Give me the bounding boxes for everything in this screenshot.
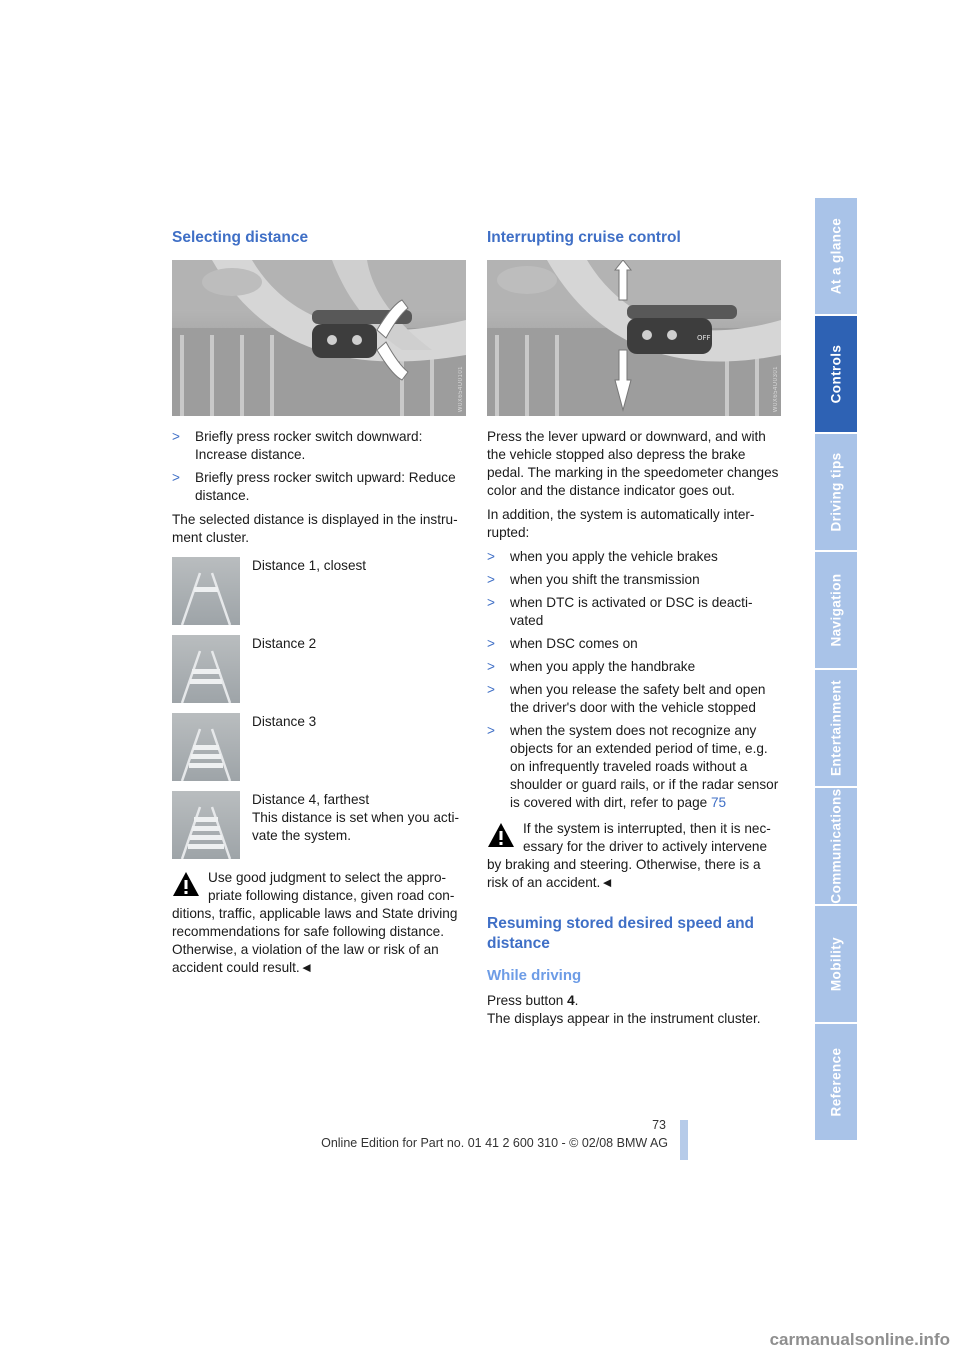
distance-3-thumbnail [172,713,240,781]
tab-label: At a glance [828,217,844,295]
rocker-bullet-list [172,428,466,505]
distance-item-2 [172,635,466,703]
distance-warning-text: Use good judgment to select the appro-priate following distance, given road con-ditions, traffic, applicable laws and State driving recommendations for safe following distance. Otherwise, a violation of the law or risk of an accident could result.◄ [172,870,458,975]
list-item [172,428,466,464]
tab-at-a-glance[interactable] [815,198,857,316]
button-number: 4 [567,993,575,1008]
distance-item-1 [172,557,466,625]
list-item-text: when DSC comes on [510,636,638,651]
tab-label: Entertainment [828,680,844,776]
tab-label: Driving tips [828,452,844,532]
distance-item-3 [172,713,466,781]
list-item-text: when you shift the transmission [510,572,700,587]
tab-label: Mobility [828,936,844,992]
bullet-marker: > [487,682,495,697]
interrupt-warning [487,820,781,892]
distance-2-label: Distance 2 [252,636,317,651]
list-item-text: when you release the safety belt and open the driver's door with the vehicle stopped [510,682,766,715]
interrupt-bullet-list [487,548,781,812]
interrupt-para-2: In addition, the system is automatically inter-rupted: [487,507,755,540]
chapter-tabs [815,198,857,1142]
tab-mobility[interactable] [815,906,857,1024]
list-item-text: when you apply the handbrake [510,659,696,674]
resume-period: . [574,993,579,1008]
list-item-text: when DTC is activated or DSC is deacti-vated [510,595,753,628]
tab-communications[interactable] [815,788,857,906]
bullet-marker: > [487,636,495,651]
distance-2-thumbnail [172,635,240,703]
list-item-text: Briefly press rocker switch downward: Increase distance. [195,429,423,462]
bullet-marker: > [487,549,495,564]
tab-entertainment[interactable] [815,670,857,788]
watermark: carmanualsonline.info [769,1330,950,1349]
distance-item-4 [172,791,466,859]
list-item-text: Briefly press rocker switch upward: Reduce distance. [195,470,456,503]
tab-label: Reference [828,1047,844,1117]
resume-line-2: The displays appear in the instrument cluster. [487,1011,761,1026]
distance-4-label: Distance 4, farthest [252,792,370,807]
footer-bar [680,1120,688,1160]
list-item [487,548,781,566]
resuming-heading: Resuming stored desired speed and distance [487,915,755,952]
distance-4-thumbnail [172,791,240,859]
tab-label: Controls [828,344,844,404]
list-item [487,681,781,717]
rocker-switch-photo [172,260,466,416]
lever-photo [487,260,781,416]
svg-text:OFF: OFF [697,334,711,342]
tab-label: Communications [828,788,844,904]
bullet-marker: > [487,572,495,587]
distance-1-label: Distance 1, closest [252,558,367,573]
distance-1-thumbnail [172,557,240,625]
distance-intro: The selected distance is displayed in the instru-ment cluster. [172,512,458,545]
bullet-marker: > [487,723,495,738]
tab-reference[interactable] [815,1024,857,1142]
bullet-marker: > [487,595,495,610]
list-item [172,469,466,505]
list-item [487,594,781,630]
tab-navigation[interactable] [815,552,857,670]
bullet-marker: > [172,470,180,485]
tab-label: Navigation [828,573,844,647]
interrupting-cruise-heading: Interrupting cruise control [487,229,681,246]
bullet-marker: > [487,659,495,674]
interrupt-warning-text: If the system is interrupted, then it is nec-essary for the driver to actively intervene by braking and steering. Otherwise, there is a risk of an accident.◄ [487,821,771,890]
list-item-text: when the system does not recognize any objects for an extended period of time, e.g. on infrequently traveled roads without a shoulder or guard rails, or if the radar sensor is covered with dirt, refer to page [510,723,779,810]
resume-text: Press button [487,993,568,1008]
distance-4-note: This distance is set when you acti-vate the system. [252,810,460,843]
rocker-switch-illustration [172,260,466,416]
interrupt-para-1: Press the lever upward or downward, and with the vehicle stopped also depress the brake pedal. The marking in the speedometer changes color and the distance indicator goes out. [487,429,779,498]
lever-illustration [487,260,781,416]
warning-icon [172,871,200,897]
distance-3-label: Distance 3 [252,714,317,729]
list-item [487,658,781,676]
resume-instruction [487,992,781,1010]
bullet-marker: > [172,429,180,444]
footer-text: Online Edition for Part no. 01 41 2 600 310 - © 02/08 BMW AG [321,1136,668,1150]
list-item [487,571,781,589]
list-item [487,635,781,653]
right-column [487,228,781,1034]
page-75-link[interactable]: 75 [710,795,727,810]
warning-icon [487,822,515,848]
distance-warning [172,869,466,977]
photo-code: W0X654U0301 [773,365,779,412]
tab-controls[interactable] [815,316,857,434]
tab-driving-tips[interactable] [815,434,857,552]
photo-code: W0X654U0101 [458,365,464,412]
while-driving-subheading: While driving [487,967,582,984]
list-item [487,722,781,812]
list-item-text: when you apply the vehicle brakes [510,549,718,564]
selecting-distance-heading: Selecting distance [172,229,309,246]
page-number: 73 [652,1118,666,1132]
left-column [172,228,466,977]
